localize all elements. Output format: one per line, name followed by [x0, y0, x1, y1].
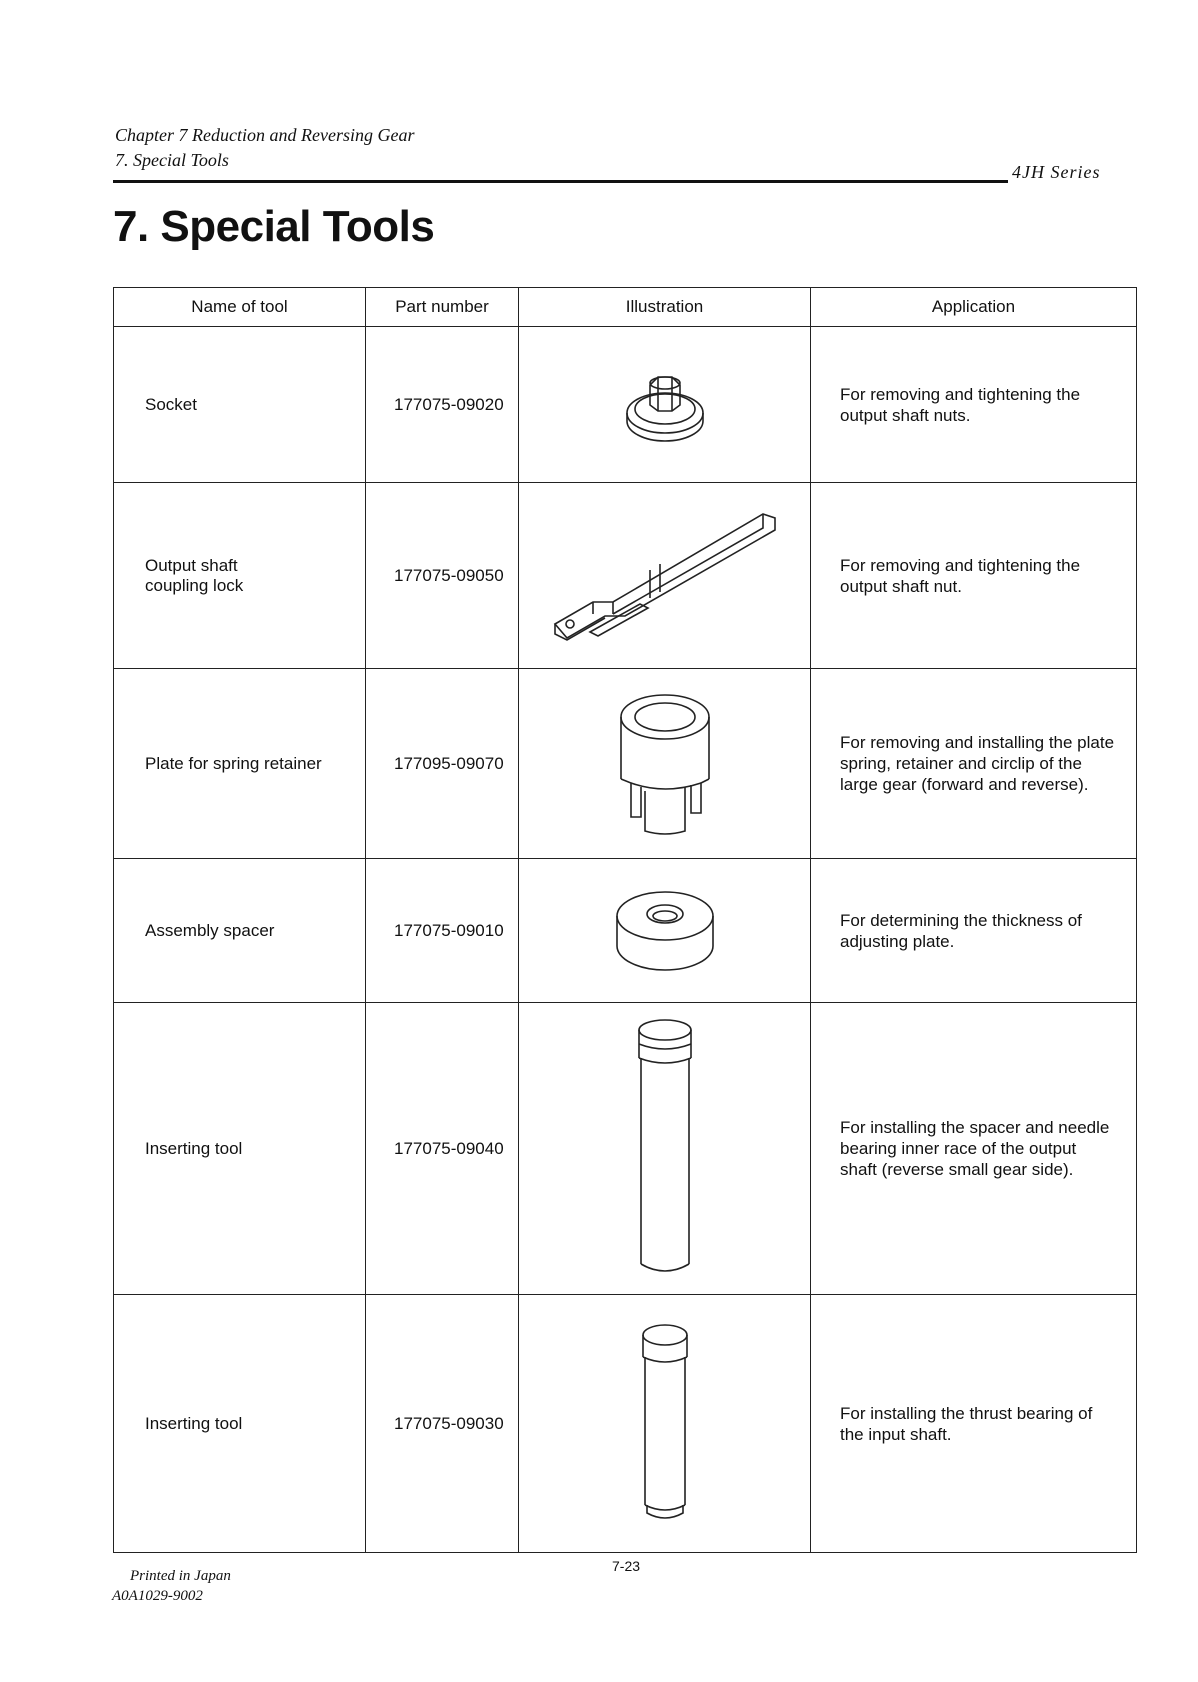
tool-name: Inserting tool — [114, 1003, 366, 1295]
tool-name: Inserting tool — [114, 1295, 366, 1553]
application-text: For installing the spacer and needle bearing inner race of the output shaft (reverse small gear side). — [811, 1003, 1137, 1295]
page-number: 7-23 — [612, 1558, 641, 1574]
coupling-lock-icon — [550, 506, 780, 646]
long-inserting-tool-icon — [630, 1014, 700, 1284]
part-number: 177095-09070 — [366, 669, 519, 859]
socket-icon — [620, 365, 710, 445]
column-header-application: Application — [811, 288, 1137, 327]
table-row — [114, 859, 1137, 1003]
table-row — [114, 669, 1137, 859]
illustration-cell — [519, 327, 811, 483]
tool-name: Assembly spacer — [114, 859, 366, 1003]
illustration-cell — [519, 1003, 811, 1295]
special-tools-table — [113, 287, 1137, 1553]
part-number: 177075-09030 — [366, 1295, 519, 1553]
tool-name: Socket — [114, 327, 366, 483]
table-row — [114, 1295, 1137, 1553]
application-text: For installing the thrust bearing of the input shaft. — [811, 1295, 1137, 1553]
series-label: 4JH Series — [1012, 162, 1101, 182]
assembly-spacer-icon — [610, 886, 720, 976]
table-row — [114, 1003, 1137, 1295]
illustration-cell — [519, 1295, 811, 1553]
application-text: For removing and tightening the output shaft nuts. — [811, 327, 1137, 483]
part-number: 177075-09040 — [366, 1003, 519, 1295]
printed-in-label: Printed in Japan — [130, 1568, 231, 1584]
application-text: For removing and tightening the output shaft nut. — [811, 483, 1137, 669]
part-number: 177075-09010 — [366, 859, 519, 1003]
spring-retainer-plate-icon — [610, 689, 720, 839]
application-text: For determining the thickness of adjusting plate. — [811, 859, 1137, 1003]
illustration-cell — [519, 859, 811, 1003]
document-code: A0A1029-9002 — [112, 1588, 203, 1604]
tool-name: Plate for spring retainer — [114, 669, 366, 859]
section-heading: 7. Special Tools — [115, 150, 229, 170]
table-header-row — [114, 288, 1137, 327]
table-row — [114, 327, 1137, 483]
illustration-cell — [519, 483, 811, 669]
part-number: 177075-09050 — [366, 483, 519, 669]
short-inserting-tool-icon — [635, 1319, 695, 1529]
chapter-heading: Chapter 7 Reduction and Reversing Gear — [115, 125, 415, 145]
column-header-illustration: Illustration — [519, 288, 811, 327]
table-row — [114, 483, 1137, 669]
page-title: 7. Special Tools — [113, 202, 435, 251]
part-number: 177075-09020 — [366, 327, 519, 483]
application-text: For removing and installing the plate spring, retainer and circlip of the large gear (forward and reverse). — [811, 669, 1137, 859]
column-header-name: Name of tool — [114, 288, 366, 327]
column-header-part: Part number — [366, 288, 519, 327]
tool-name: Output shaft coupling lock — [114, 483, 366, 669]
header-rule — [113, 180, 1008, 183]
illustration-cell — [519, 669, 811, 859]
